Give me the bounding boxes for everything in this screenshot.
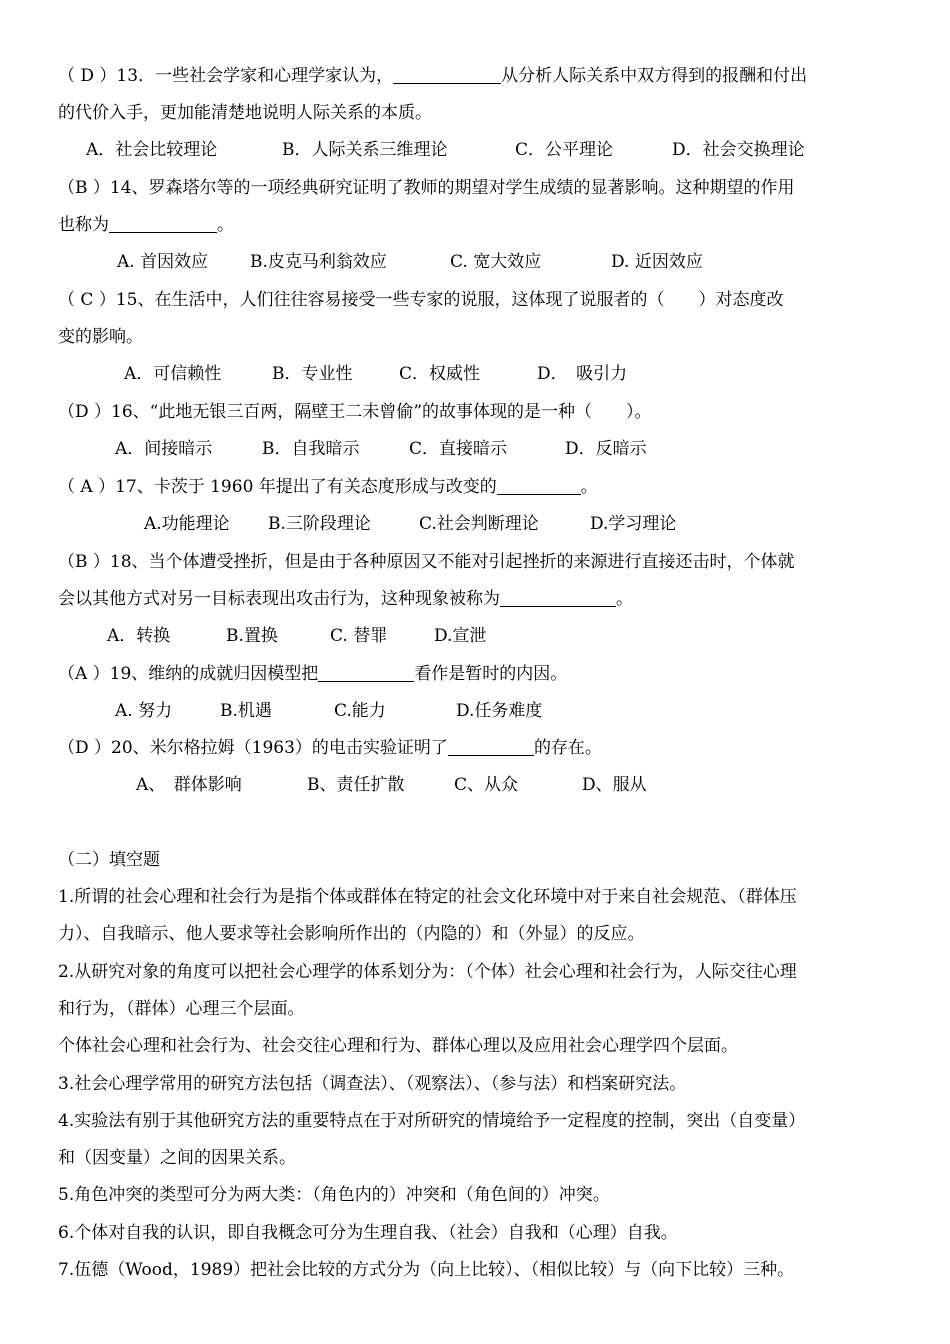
option-b: B.皮克马利翁效应	[250, 252, 387, 272]
option-a: A. 努力	[115, 701, 173, 721]
question-18-text-cont: 。	[616, 589, 633, 609]
question-14-text-cont: 。	[217, 215, 234, 235]
option-d: D.任务难度	[456, 701, 543, 721]
answer-blank	[497, 476, 581, 495]
answer-blank	[448, 737, 534, 756]
option-d: D、服从	[582, 775, 647, 795]
answer-blank	[318, 663, 414, 682]
option-d: D．反暗示	[565, 439, 647, 459]
question-18-line-1: （B ）18、当个体遭受挫折，但是由于各种原因又不能对引起挫折的来源进行直接还击时，个体就	[58, 552, 795, 572]
answer-blank	[109, 214, 217, 233]
fill-line: 4.实验法有别于其他研究方法的重要特点在于对所研究的情境给予一定程度的控制，突出（自变量）	[58, 1111, 806, 1131]
option-a: A．可信赖性	[124, 364, 222, 384]
option-b: B.三阶段理论	[268, 514, 371, 534]
fill-line: 2.从研究对象的角度可以把社会心理学的体系划分为：（个体）社会心理和社会行为，人际交往心理	[58, 962, 797, 982]
fill-line: 7.伍德（Wood，1989）把社会比较的方式分为（向上比较）、（相似比较）与（向下比较）三种。	[58, 1260, 795, 1280]
question-20-text: （D ）20、米尔格拉姆（1963）的电击实验证明了	[58, 738, 448, 758]
fill-line: 6.个体对自我的认识，即自我概念可分为生理自我、（社会）自我和（心理）自我。	[58, 1223, 678, 1243]
option-b: B.机遇	[220, 701, 272, 721]
option-a: A、 群体影响	[136, 775, 242, 795]
question-15-line-1: （ C ）15、在生活中，人们往往容易接受一些专家的说服，这体现了说服者的（ ）对态度改	[58, 290, 784, 310]
option-b: B、责任扩散	[307, 775, 405, 795]
question-14-text: 也称为	[58, 215, 109, 235]
fill-line: 3.社会心理学常用的研究方法包括（调查法）、（观察法）、（参与法）和档案研究法。	[58, 1074, 687, 1094]
question-20-line-1	[58, 735, 602, 761]
option-d: D. 近因效应	[611, 252, 703, 272]
section-heading: （二）填空题	[58, 850, 160, 870]
question-19-text-cont: 看作是暂时的内因。	[414, 664, 568, 684]
question-17-line-1	[58, 474, 598, 500]
option-d: D.学习理论	[590, 514, 677, 534]
question-17-text-cont: 。	[580, 477, 598, 497]
option-b: B．自我暗示	[262, 439, 360, 459]
option-c: C．直接暗示	[409, 439, 508, 459]
question-18-line-2	[58, 586, 633, 612]
option-d: D.宣泄	[434, 626, 487, 646]
option-c: C. 替罪	[330, 626, 388, 646]
question-13-line-1	[58, 63, 807, 89]
question-19-line-1	[58, 661, 567, 687]
fill-line: 和行为，（群体）心理三个层面。	[58, 999, 305, 1019]
question-17-text: （ A ）17、卡茨于 1960 年提出了有关态度形成与改变的	[58, 477, 497, 497]
option-c: C．公平理论	[515, 140, 614, 160]
question-13-text: （ D ）13．一些社会学家和心理学家认为，	[58, 66, 394, 86]
question-20-text-cont: 的存在。	[533, 738, 602, 758]
option-d: D． 吸引力	[537, 364, 628, 384]
question-18-text: 会以其他方式对另一目标表现出攻击行为，这种现象被称为	[58, 589, 500, 609]
option-c: C、从众	[454, 775, 519, 795]
option-b: B．专业性	[272, 364, 353, 384]
question-14-line-2	[58, 212, 234, 238]
option-c: C.能力	[334, 701, 386, 721]
question-14-line-1: （B ）14、罗森塔尔等的一项经典研究证明了教师的期望对学生成绩的显著影响。这种期望的作用	[58, 178, 795, 198]
option-b: B.置换	[226, 626, 278, 646]
question-15-line-2: 变的影响。	[58, 327, 143, 347]
option-c: C. 宽大效应	[450, 252, 542, 272]
option-a: A.功能理论	[144, 514, 230, 534]
option-a: A. 首因效应	[117, 252, 209, 272]
option-c: C．权威性	[399, 364, 481, 384]
question-16-line-1: （D ）16、“此地无银三百两，隔壁王二未曾偷”的故事体现的是一种（ ）。	[58, 402, 652, 422]
fill-line: 个体社会心理和社会行为、社会交往心理和行为、群体心理以及应用社会心理学四个层面。	[58, 1036, 738, 1056]
fill-line: 1.所谓的社会心理和社会行为是指个体或群体在特定的社会文化环境中对于来自社会规范、（群体压	[58, 887, 797, 907]
fill-line: 5.角色冲突的类型可分为两大类：（角色内的）冲突和（角色间的）冲突。	[58, 1185, 610, 1205]
answer-blank	[393, 65, 501, 84]
option-d: D．社会交换理论	[672, 140, 805, 160]
option-a: A．间接暗示	[115, 439, 213, 459]
fill-line: 和（因变量）之间的因果关系。	[58, 1148, 296, 1168]
option-c: C.社会判断理论	[419, 514, 539, 534]
fill-line: 力）、自我暗示、他人要求等社会影响所作出的（内隐的）和（外显）的反应。	[58, 924, 645, 944]
option-a: A．社会比较理论	[86, 140, 218, 160]
option-b: B．人际关系三维理论	[282, 140, 448, 160]
question-19-text: （A ）19、维纳的成就归因模型把	[58, 664, 319, 684]
option-a: A．转换	[107, 626, 171, 646]
question-13-line-2: 的代价入手，更加能清楚地说明人际关系的本质。	[58, 103, 432, 123]
answer-blank	[500, 588, 616, 607]
question-13-text-cont: 从分析人际关系中双方得到的报酬和付出	[501, 66, 808, 86]
